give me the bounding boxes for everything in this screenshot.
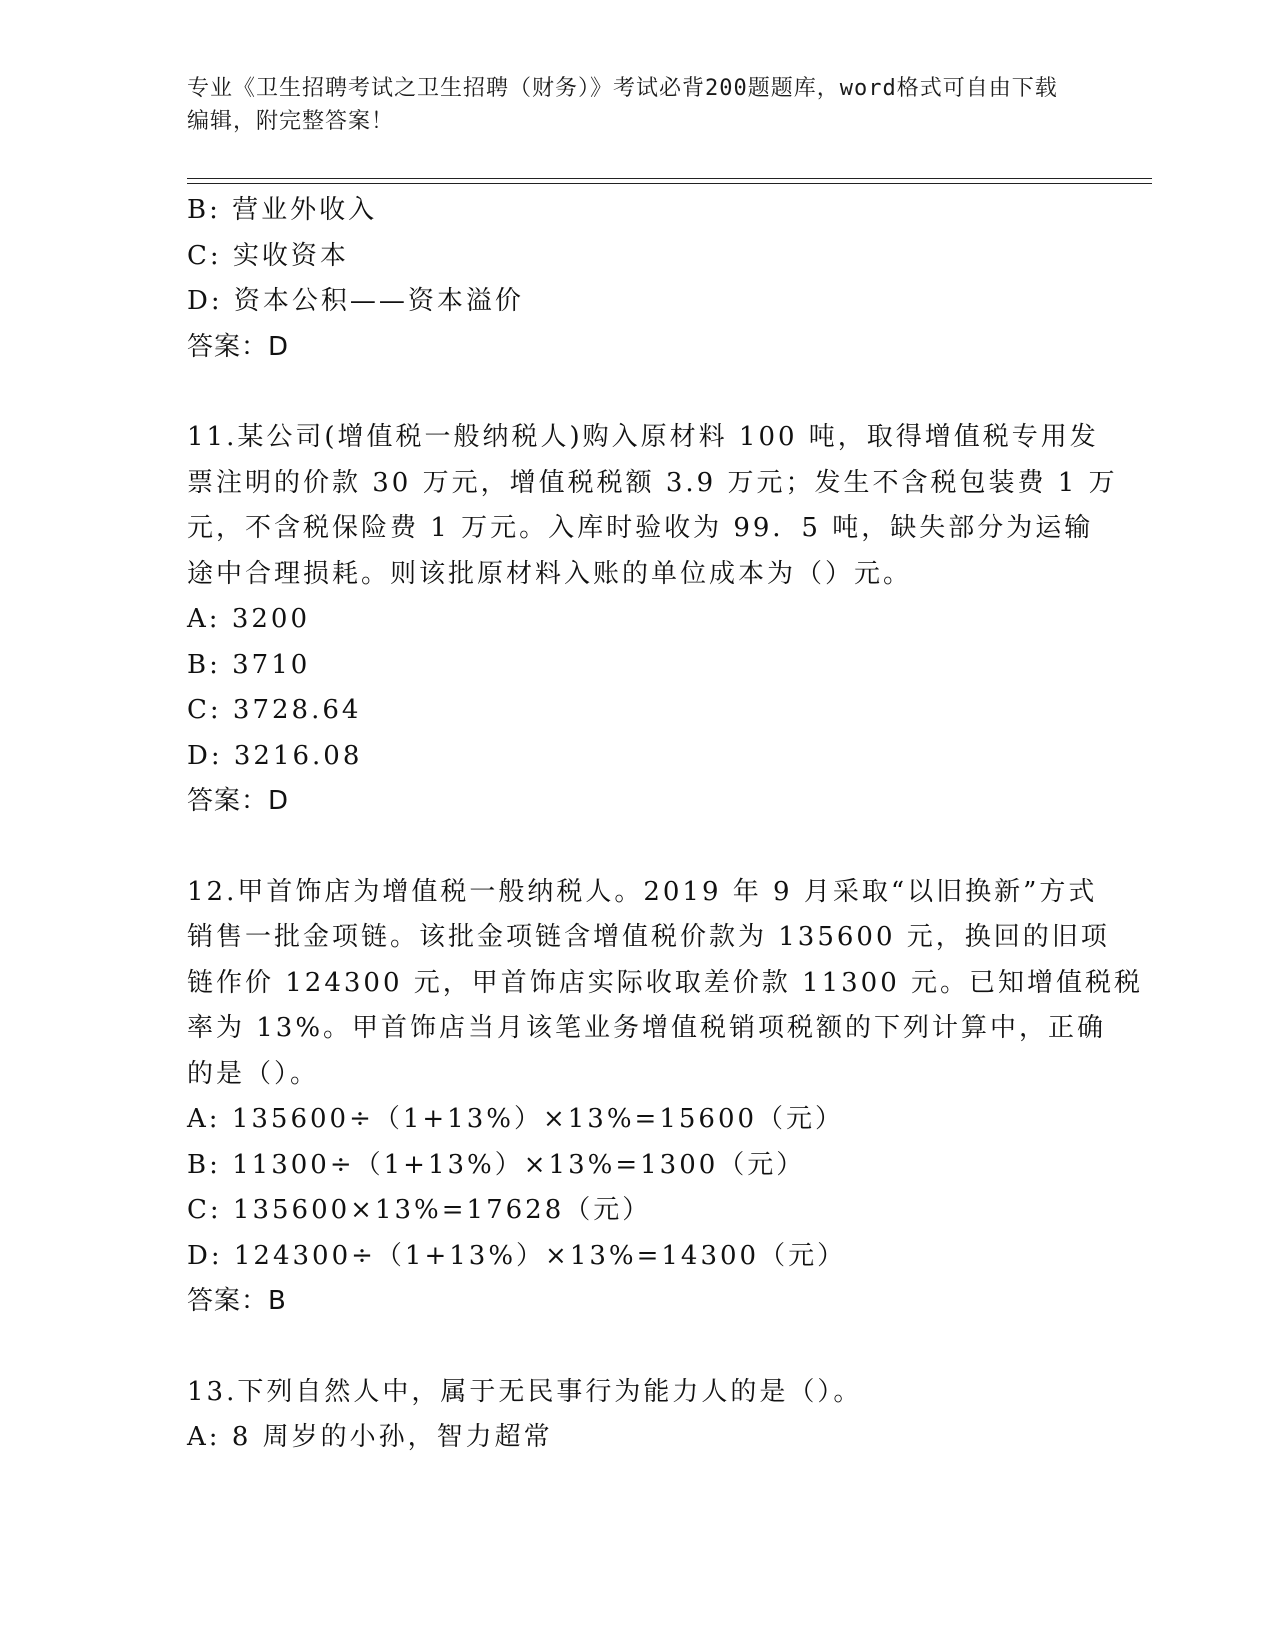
question-stem-line: 率为 13%。甲首饰店当月该笔业务增值税销项税额的下列计算中，正确 xyxy=(187,1013,1107,1043)
question-11 xyxy=(187,415,1118,825)
option-text: 8 周岁的小孙，智力超常 xyxy=(231,1422,553,1452)
option-line xyxy=(187,279,1087,325)
document-body xyxy=(187,188,1144,1461)
answer-line: 答案：D xyxy=(187,786,290,816)
option-key: A: xyxy=(187,1104,221,1134)
spacer xyxy=(187,825,1087,870)
option-text: 135600÷（1+13%）×13%=15600（元） xyxy=(231,1104,845,1134)
question-12 xyxy=(187,870,1144,1325)
question-13 xyxy=(187,1370,1087,1461)
option-key: B: xyxy=(187,649,221,680)
option-key: B: xyxy=(187,195,221,225)
question-stem-line: 元，不含税保险费 1 万元。入库时验收为 99．5 吨，缺失部分为运输 xyxy=(187,513,1094,543)
option-key: D: xyxy=(187,740,223,771)
option-key: C: xyxy=(187,240,222,271)
option-line xyxy=(187,1234,1087,1280)
spacer xyxy=(187,1325,1087,1370)
option-line xyxy=(187,1143,1087,1189)
option-line xyxy=(187,688,1087,734)
page-header: 专业《卫生招聘考试之卫生招聘（财务）》考试必背200题题库，word格式可自由下载编辑，附完整答案！ xyxy=(187,76,1058,134)
option-key: D: xyxy=(187,286,223,316)
question-stem-line: 12.甲首饰店为增值税一般纳税人。2019 年 9 月采取“以旧换新”方式 xyxy=(187,876,1098,907)
option-key: C: xyxy=(187,1195,222,1225)
header-divider-bottom xyxy=(187,183,1152,184)
question-10-tail xyxy=(187,188,1087,370)
question-stem-line: 票注明的价款 30 万元，增值税税额 3.9 万元；发生不含税包装费 1 万 xyxy=(187,467,1118,498)
option-line xyxy=(187,1097,1087,1143)
option-key: B: xyxy=(187,1149,221,1180)
option-text: 营业外收入 xyxy=(232,195,378,225)
option-line xyxy=(187,1188,1087,1234)
question-stem-line: 11.某公司(增值税一般纳税人)购入原材料 100 吨，取得增值税专用发 xyxy=(187,422,1099,452)
option-line xyxy=(187,234,1087,280)
answer-line: 答案：B xyxy=(187,1286,287,1316)
option-line xyxy=(187,643,1087,689)
option-line xyxy=(187,1415,1087,1461)
option-line xyxy=(187,597,1087,643)
option-text: 3216.08 xyxy=(233,740,363,771)
answer-line: 答案：D xyxy=(187,331,290,362)
question-stem-line: 13.下列自然人中，属于无民事行为能力人的是（）。 xyxy=(187,1376,863,1407)
question-stem-line: 链作价 124300 元，甲首饰店实际收取差价款 11300 元。已知增值税税 xyxy=(187,967,1144,998)
question-stem-line: 的是（）。 xyxy=(187,1058,320,1089)
question-stem-line: 销售一批金项链。该批金项链含增值税价款为 135600 元，换回的旧项 xyxy=(187,922,1110,952)
option-key: D: xyxy=(187,1240,223,1271)
option-key: A: xyxy=(187,604,221,634)
option-key: A: xyxy=(187,1422,221,1452)
option-text: 135600×13%=17628（元） xyxy=(232,1195,652,1225)
option-text: 11300÷（1+13%）×13%=1300（元） xyxy=(232,1149,806,1180)
option-text: 3200 xyxy=(231,604,310,634)
option-text: 实收资本 xyxy=(232,240,349,271)
option-text: 3728.64 xyxy=(232,695,362,725)
option-text: 3710 xyxy=(232,649,311,680)
option-text: 资本公积——资本溢价 xyxy=(233,286,524,316)
question-stem-line: 途中合理损耗。则该批原材料入账的单位成本为（）元。 xyxy=(187,558,913,589)
option-key: C: xyxy=(187,695,222,725)
header-divider-top xyxy=(187,178,1152,179)
spacer xyxy=(187,370,1087,415)
option-text: 124300÷（1+13%）×13%=14300（元） xyxy=(233,1240,847,1271)
option-line xyxy=(187,188,1087,234)
option-line xyxy=(187,734,1087,780)
